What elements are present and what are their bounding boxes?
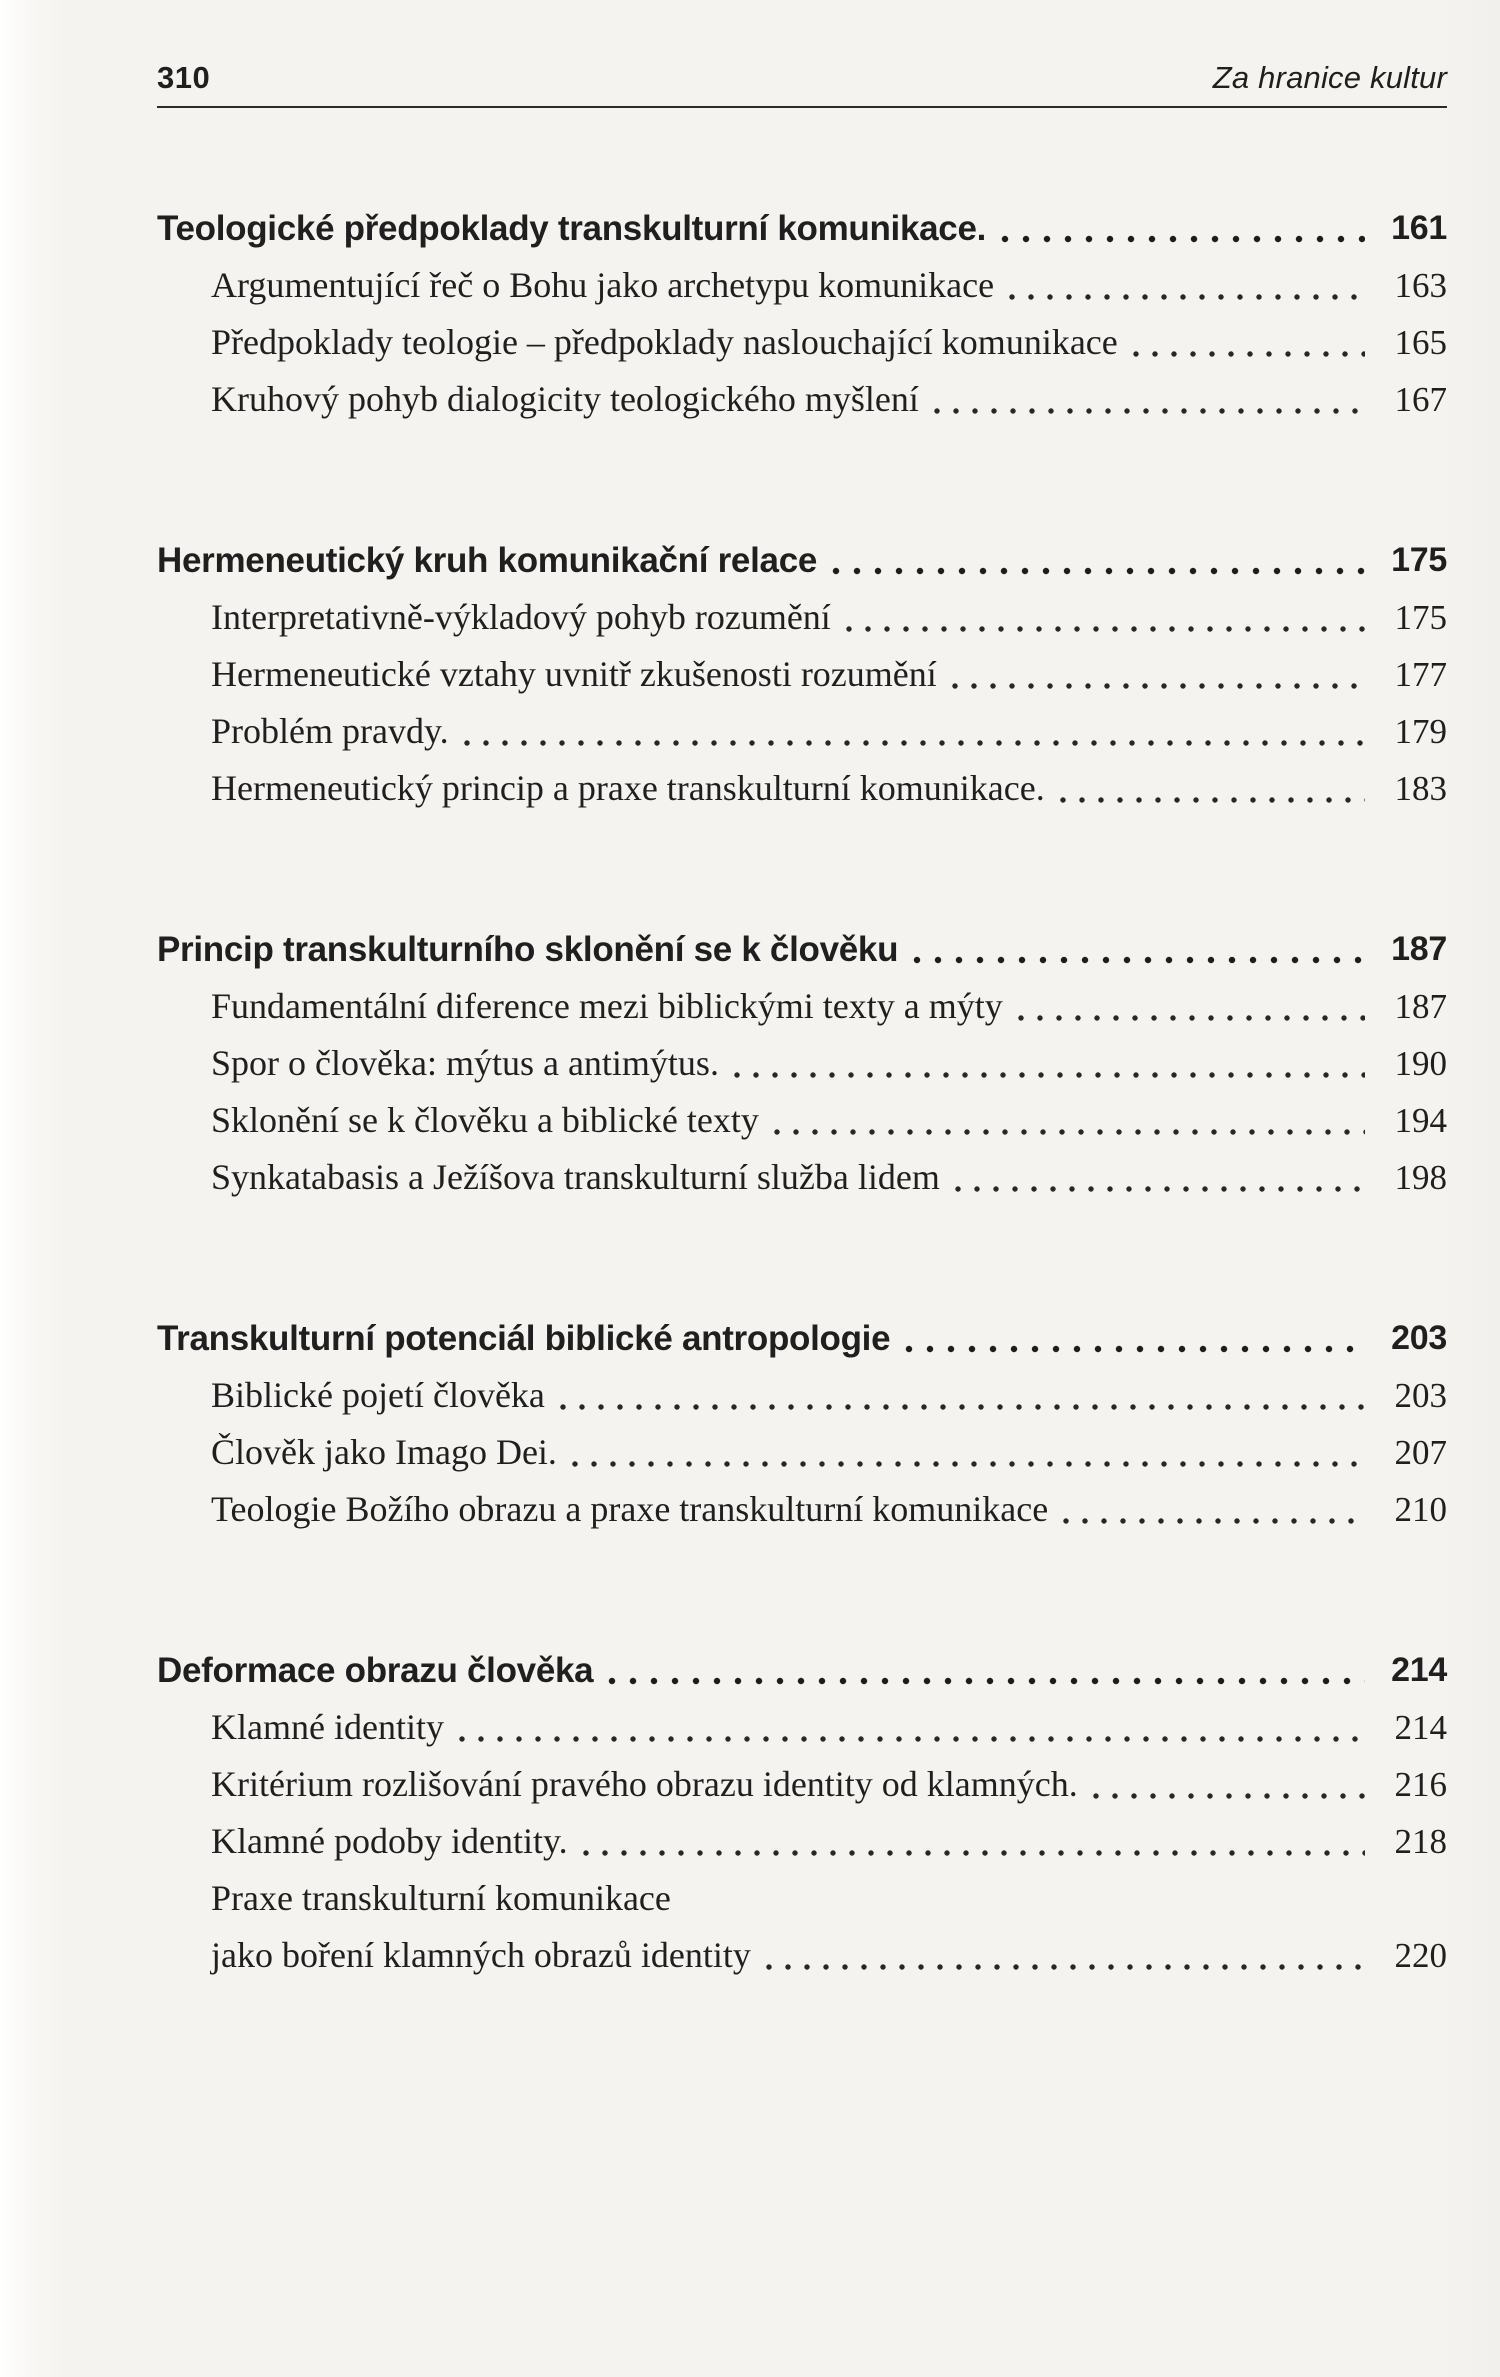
toc-item [157,703,1447,760]
dot-leader [557,1367,1365,1424]
toc-item-title: Hermeneutický princip a praxe transkulturní komunikace. [211,768,1045,808]
toc-item [157,314,1447,371]
dot-leader [952,1149,1365,1206]
toc-section-heading [157,1642,1447,1699]
toc-item [157,1367,1447,1424]
toc-item-title: Člověk jako Imago Dei. [211,1432,557,1472]
toc-item-title: Argumentující řeč o Bohu jako archetypu komunikace [211,265,995,305]
toc-item-page-number: 179 [1394,712,1447,751]
toc-section [157,200,1447,428]
toc-item-page-number: 190 [1394,1044,1447,1083]
toc-item-title: Sklonění se k člověku a biblické texty [211,1100,759,1140]
toc-section-heading [157,532,1447,589]
toc-section-heading [157,200,1447,257]
toc-item-page-number: 203 [1394,1376,1447,1415]
toc-item [157,1699,1447,1756]
toc-section [157,1642,1447,1984]
toc-section-heading [157,1310,1447,1367]
toc-item-page-number: 183 [1394,769,1447,808]
toc-section-heading [157,921,1447,978]
toc-item-page-number: 175 [1394,598,1447,637]
toc-section-heading-page-number: 203 [1391,1319,1447,1357]
toc-item-page-number: 163 [1394,266,1447,305]
dot-leader [949,646,1365,703]
dot-leader [931,371,1365,428]
dot-leader [569,1424,1365,1481]
dot-leader [1130,314,1365,371]
toc-item-title: Klamné identity [211,1707,444,1747]
toc-item [157,1870,1447,1927]
toc-item [157,1813,1447,1870]
toc-item-page-number: 187 [1394,987,1447,1026]
toc-item-continued-title: jako boření klamných obrazů identity [211,1935,751,1975]
toc-section-heading-page-number: 161 [1391,209,1447,247]
dot-leader [843,589,1365,646]
toc-item-title: Problém pravdy. [211,711,449,751]
dot-leader [605,1642,1365,1699]
toc-item [157,646,1447,703]
toc-item-continued-page-number: 220 [1394,1936,1447,1975]
dot-leader [1015,978,1365,1035]
toc-item-page-number: 198 [1394,1158,1447,1197]
toc-item-title: Předpoklady teologie – předpoklady naslouchající komunikace [211,322,1118,362]
toc-item-page-number: 177 [1394,655,1447,694]
toc-section [157,1310,1447,1538]
dot-leader [461,703,1365,760]
toc-item-title: Biblické pojetí člověka [211,1375,545,1415]
toc-section-heading-title: Transkulturní potenciál biblické antropologie [157,1319,891,1358]
toc-section-heading-page-number: 187 [1391,930,1447,968]
toc-item-title: Fundamentální diference mezi biblickými texty a mýty [211,986,1003,1026]
dot-leader [456,1699,1365,1756]
toc-item-title: Kruhový pohyb dialogicity teologického myšlení [211,379,919,419]
toc-item [157,1756,1447,1813]
dot-leader [580,1813,1365,1870]
toc-item [157,589,1447,646]
toc-item-title: Kritérium rozlišování pravého obrazu identity od klamných. [211,1764,1078,1804]
toc-section-heading-page-number: 175 [1391,541,1447,579]
running-title: Za hranice kultur [1212,60,1447,95]
toc-item-title: Interpretativně-výkladový pohyb rozumění [211,597,831,637]
dot-leader [1057,760,1365,817]
dot-leader [731,1035,1365,1092]
toc-item-title: Synkatabasis a Ježíšova transkulturní služba lidem [211,1157,940,1197]
toc-item [157,978,1447,1035]
toc-item-title: Hermeneutické vztahy uvnitř zkušenosti rozumění [211,654,937,694]
toc-section-heading-page-number: 214 [1391,1651,1447,1689]
toc-item-page-number: 194 [1394,1101,1447,1140]
dot-leader [763,1927,1365,1984]
dot-leader [771,1092,1365,1149]
toc-item [157,257,1447,314]
dot-leader [1090,1756,1365,1813]
toc-section-heading-title: Hermeneutický kruh komunikační relace [157,541,818,580]
toc-section-heading-title: Deformace obrazu člověka [157,1651,594,1690]
toc-item [157,371,1447,428]
toc-item-page-number: 165 [1394,323,1447,362]
toc-item-page-number: 218 [1394,1822,1447,1861]
toc-item-page-number: 167 [1394,380,1447,419]
toc-item-title: Praxe transkulturní komunikace [211,1878,671,1918]
toc-item [157,1149,1447,1206]
toc-item-page-number: 207 [1394,1433,1447,1472]
toc-item [157,1035,1447,1092]
toc-item [157,1424,1447,1481]
toc-item-title: Klamné podoby identity. [211,1821,568,1861]
toc-section-heading-title: Princip transkulturního sklonění se k člověku [157,930,899,969]
toc-item-page-number: 216 [1394,1765,1447,1804]
running-header [157,60,1447,108]
toc-item [157,1092,1447,1149]
dot-leader [902,1310,1365,1367]
toc-item-continued [157,1927,1447,1984]
toc-item-title: Teologie Božího obrazu a praxe transkulturní komunikace [211,1489,1049,1529]
table-of-contents [157,200,1447,1984]
toc-item-page-number: 210 [1394,1490,1447,1529]
dot-leader [829,532,1365,589]
dot-leader [1060,1481,1365,1538]
dot-leader [998,200,1365,257]
dot-leader [910,921,1365,978]
toc-section [157,921,1447,1206]
toc-item-page-number: 214 [1394,1708,1447,1747]
toc-section-heading-title: Teologické předpoklady transkulturní komunikace. [157,209,987,248]
toc-item-title: Spor o člověka: mýtus a antimýtus. [211,1043,719,1083]
toc-item [157,760,1447,817]
toc-section [157,532,1447,817]
page-number: 310 [157,60,211,95]
dot-leader [1006,257,1365,314]
toc-item [157,1481,1447,1538]
